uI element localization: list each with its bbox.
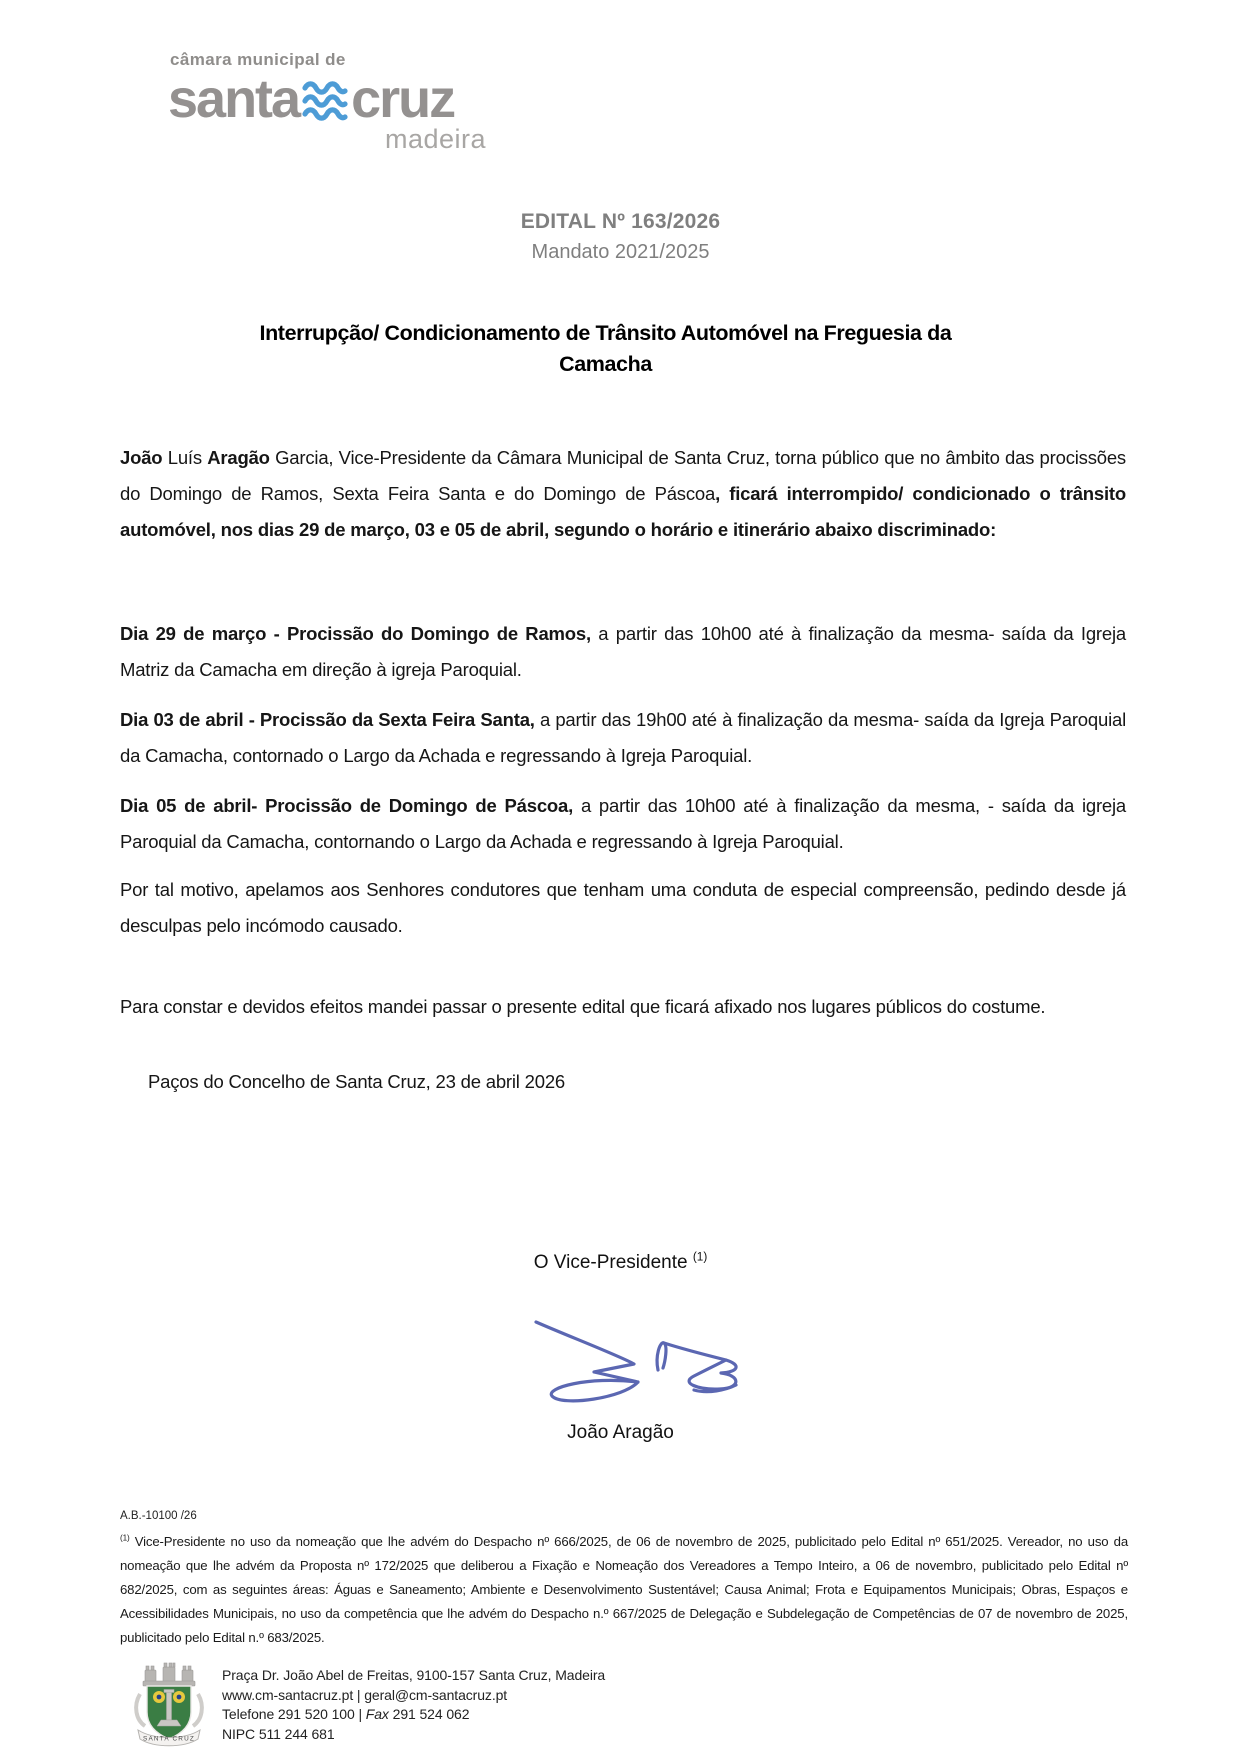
footer-contact-block [222, 1666, 605, 1744]
handwritten-signature [528, 1308, 748, 1408]
footer-address: Praça Dr. João Abel de Freitas, 9100-157 Santa Cruz, Madeira [222, 1667, 606, 1683]
logo-name-left: santa [168, 69, 300, 129]
logo-tagline: câmara municipal de [170, 50, 346, 69]
signature-role: O Vice-Presidente $^{(1)}$ [533, 1250, 708, 1273]
footer-web-email: www.cm-santacruz.pt | geral@cm-santacruz.pt [222, 1686, 508, 1703]
logo-name-right: cruz [351, 69, 455, 129]
document-title-line2: Camacha [559, 352, 652, 377]
footnote-reference-code: A.B.-10100 /26 [120, 1510, 197, 1522]
edital-mandate: Mandato 2021/2025 [531, 241, 710, 263]
municipality-logo [168, 50, 486, 155]
logo-wordmark [168, 69, 486, 129]
waves-icon [302, 80, 348, 122]
paragraph-intro: João Luís Aragão Garcia, Vice-Presidente da Câmara Municipal de Santa Cruz, torna público que no âmbito das procissões do Domingo de Ramos, Sexta Feira Santa e do Domingo de Páscoa, ficará interrompido/ condicionado o trânsito automóvel, nos dias 29 de março, 03 e 05 de abril, segundo o horário e itinerário abaixo discriminado: [120, 447, 1126, 540]
document-body [120, 440, 1126, 1100]
logo-region: madeira [384, 124, 486, 154]
date-line: Paços do Concelho de Santa Cruz, 23 de abril 2026 [148, 1071, 566, 1092]
paragraph-day-29-march: Dia 29 de março - Procissão do Domingo de Ramos, a partir das 10h00 até à finalização da mesma- saída da Igreja Matriz da Camacha em direção à igreja Paroquial. [120, 623, 1126, 680]
document-title [120, 318, 1091, 380]
signature-name: João Aragão [567, 1422, 674, 1443]
edital-number: EDITAL Nº 163/2026 [520, 210, 721, 233]
paragraph-apology: Por tal motivo, apelamos aos Senhores condutores que tenham uma conduta de especial compreensão, pedindo desde já desculpas pelo incómodo causado. [120, 879, 1126, 936]
paragraph-day-05-april: Dia 05 de abril- Procissão de Domingo de Páscoa, a partir das 10h00 até à finalização da mesma, - saída da igreja Paroquial da Camacha, contornando o Largo da Achada e regressando à Igreja Paroquial. [120, 795, 1127, 852]
document-title-line1: Interrupção/ Condicionamento de Trânsito Automóvel na Freguesia da [259, 321, 952, 345]
edital-header [0, 210, 1241, 264]
footer-phone-fax: Telefone 291 520 100 | Fax 291 524 062 [222, 1706, 470, 1722]
paragraph-day-03-april: Dia 03 de abril - Procissão da Sexta Feira Santa, a partir das 19h00 até à finalização da mesma- saída da Igreja Paroquial da Camacha, contornado o Largo da Achada e regressando à Igreja Paroquial. [120, 709, 1126, 766]
footnote-text: $^{(1)}$ Vice-Presidente no uso da nomeação que lhe advém do Despacho nº 666/2025, de 06 de novembro de 2025, publicitado pelo Edital nº 651/2025. Vereador, no uso da nomeação que lhe advém da Proposta nº 172/2025 que deliberou a Fixação e Nomeação dos Vereadores a Tempo Inteiro, a 06 de novembro, publicitado pelo Edital nº 682/2025, com as seguintes áreas: Águas e Saneamento; Ambiente e Desenvolvimento Sustentável; Causa Animal; Frota e Equipamentos Municipais; Obras, Espaços e Acessibilidades Municipais, no uso da competência que lhe advém do Despacho n.º 667/2025 de Delegação e Subdelegação de Competências de 07 de novembro de 2025, publicitado pelo Edital n.º 683/2025. [120, 1533, 1128, 1645]
crest-label: SANTA CRUZ [142, 1735, 196, 1743]
paragraph-closing: Para constar e devidos efeitos mandei passar o presente edital que ficará afixado nos lugares públicos do costume. [120, 996, 1046, 1017]
coat-of-arms-icon [130, 1658, 208, 1750]
footer-nipc: NIPC 511 244 681 [222, 1725, 335, 1742]
